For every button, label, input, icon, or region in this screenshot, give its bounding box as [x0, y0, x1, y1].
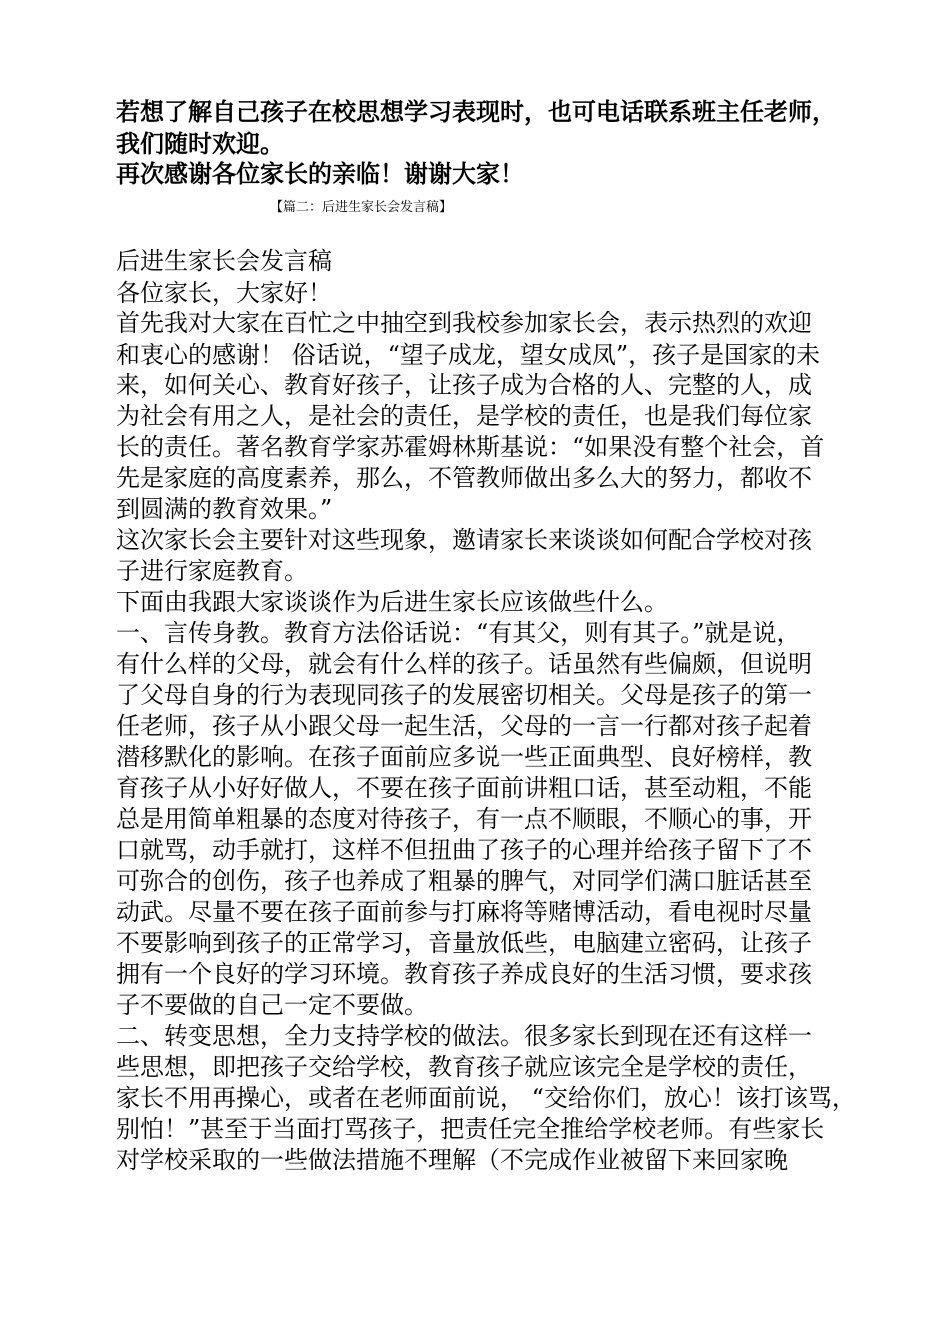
text-line-11: 长的责任。著名教育学家苏霍姆林斯基说：“如果没有整个社会，首 [116, 433, 825, 461]
text-line-13: 到圆满的教育效果。” [116, 495, 333, 523]
text-line-17: 一、言传身教。教育方法俗话说：“有其父，则有其子。”就是说， [116, 619, 801, 647]
text-line-1: 若想了解自己孩子在校思想学习表现时，也可电话联系班主任老师， [116, 97, 836, 126]
text-line-2: 我们随时欢迎。 [116, 129, 284, 158]
text-line-22: 育孩子从小好好做人，不要在孩子面前讲粗口话，甚至动粗，不能 [116, 774, 812, 802]
text-line-16: 下面由我跟大家谈谈作为后进生家长应该做些什么。 [116, 588, 668, 616]
text-line-25: 可弥合的创伤，孩子也养成了粗暴的脾气，对同学们满口脏话甚至 [116, 867, 812, 895]
text-line-9: 来，如何关心、教育好孩子，让孩子成为合格的人、完整的人，成 [116, 371, 812, 399]
text-line-33: 别怕！”甚至于当面打骂孩子，把责任完全推给学校老师。有些家长 [116, 1115, 825, 1143]
text-line-14: 这次家长会主要针对这些现象，邀请家长来谈谈如何配合学校对孩 [116, 526, 812, 554]
text-line-31: 些思想，即把孩子交给学校，教育孩子就应该完全是学校的责任， [116, 1053, 812, 1081]
text-line-18: 有什么样的父母，就会有什么样的孩子。话虽然有些偏颇，但说明 [116, 650, 812, 678]
section-heading: 【篇二：后进生家长会发言稿】 [270, 200, 453, 215]
text-line-27: 不要影响到孩子的正常学习，音量放低些，电脑建立密码，让孩子 [116, 929, 812, 957]
text-line-24: 口就骂，动手就打，这样不但扭曲了孩子的心理并给孩子留下了不 [116, 836, 812, 864]
text-line-23: 总是用简单粗暴的态度对待孩子，有一点不顺眼，不顺心的事，开 [116, 805, 812, 833]
text-line-21: 潜移默化的影响。在孩子面前应多说一些正面典型、良好榜样，教 [116, 743, 812, 771]
text-line-32: 家长不用再操心，或者在老师面前说， “交给你们，放心！该打该骂， [116, 1084, 856, 1112]
text-line-7: 首先我对大家在百忙之中抽空到我校参加家长会，表示热烈的欢迎 [116, 309, 812, 337]
document-title: 后进生家长会发言稿 [116, 247, 332, 275]
greeting: 各位家长，大家好！ [116, 279, 332, 307]
text-line-15: 子进行家庭教育。 [116, 557, 308, 585]
text-line-29: 子不要做的自己一定不要做。 [116, 991, 428, 1019]
text-line-8: 和衷心的感谢！ 俗话说，“望子成龙，望女成凤”，孩子是国家的未 [116, 341, 821, 369]
text-line-3: 再次感谢各位家长的亲临！谢谢大家！ [116, 159, 524, 188]
text-line-28: 拥有一个良好的学习环境。教育孩子养成良好的生活习惯，要求孩 [116, 960, 812, 988]
text-line-26: 动武。尽量不要在孩子面前参与打麻将等赌博活动，看电视时尽量 [116, 898, 812, 926]
text-line-20: 任老师，孩子从小跟父母一起生活，父母的一言一行都对孩子起着 [116, 712, 812, 740]
text-line-10: 为社会有用之人，是社会的责任，是学校的责任，也是我们每位家 [116, 402, 812, 430]
text-line-12: 先是家庭的高度素养，那么，不管教师做出多么大的努力，都收不 [116, 464, 812, 492]
text-line-34: 对学校采取的一些做法措施不理解（不完成作业被留下来回家晚 [116, 1146, 788, 1174]
text-line-19: 了父母自身的行为表现同孩子的发展密切相关。父母是孩子的第一 [116, 681, 812, 709]
text-line-30: 二、转变思想，全力支持学校的做法。很多家长到现在还有这样一 [116, 1022, 812, 1050]
